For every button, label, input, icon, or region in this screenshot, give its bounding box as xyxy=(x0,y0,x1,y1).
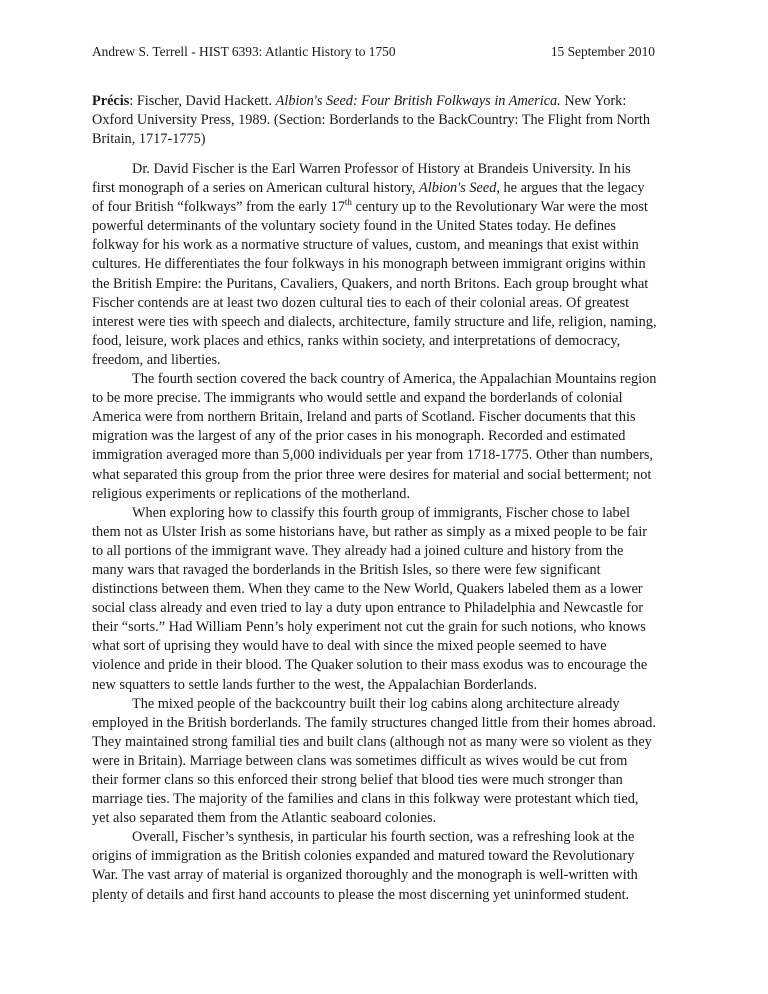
paragraph-fourth-section: The fourth section covered the back country of America, the Appalachian Mountains region to be more precise. The immigrants who would settle and expand the borderlands of colonial America were from northern Britain, Ireland and parts of Scotland. Fischer documents that this migration was the largest of any of the prior cases in his monograph. Recorded and estimated immigration averaged more than 5,000 individuals per year from 1718-1775. Other than numbers, what separated this group from the prior three were desires for material and social betterment; not religious experiments or replications of the motherland. xyxy=(92,371,657,502)
header-author-course: Andrew S. Terrell - HIST 6393: Atlantic History to 1750 xyxy=(92,44,396,59)
precis-publication-details: New York: Oxford University Press, 1989. (Section: Borderlands to the BackCountry: The Flight from North Britain, 1717-1775) xyxy=(92,93,651,148)
precis-book-title: Albion's Seed: Four British Folkways in America. xyxy=(275,93,561,109)
paragraph-1-text-c: century up to the Revolutionary War were the most powerful determinants of the voluntary society found in the United States today. He defines folkway for his work as a normative structure of values, custom, and meanings that exist within cultures. He differentiates the four folkways in his monograph between immigrant origins within the British Empire: the Puritans, Cavaliers, Quakers, and north Britons. Each group brought what Fischer contends are at least two dozen cultural ties to each of their colonial areas. Of greatest interest were ties with speech and dialects, architecture, family structure and life, religion, naming, food, leisure, work places and ethics, ranks within society, and interpretations of democracy, freedom, and liberties. xyxy=(92,199,657,368)
paragraph-1-text-a: Dr. David Fischer is the Earl Warren Professor of History at Brandeis University. In his first monograph of a series on American cultural history, xyxy=(92,161,631,197)
header-date: 15 September 2010 xyxy=(550,44,655,59)
precis-label: Précis xyxy=(92,93,130,109)
precis-author: : Fischer, David Hackett. xyxy=(129,93,276,109)
paragraph-1-text-b: he argues that the legacy of four British “folkways” from the early 17 xyxy=(92,180,645,216)
paragraph-classification: When exploring how to classify this fourth group of immigrants, Fischer chose to label them not as Ulster Irish as some historians have, but rather as simply as a mixed people to be fair to all portions of the immigrant wave. They already had a joined culture and history from the many wars that ravaged the borderlands in the British Isles, so there were few significant distinctions between them. When they came to the New World, Quakers labeled them as a lower social class already and even tried to lay a duty upon entrance to Philadelphia and Newcastle for their “sorts.” Had William Penn’s holy experiment not cut the grain for such notions, who knows what sort of uprising they would have to deal with since the mixed people seemed to have violence and pride in their blood. The Quaker solution to their mass exodus was to encourage the new squatters to settle lands further to the west, the Appalachian Borderlands. xyxy=(92,504,648,693)
document-body xyxy=(92,160,657,905)
paragraph-introduction xyxy=(92,160,657,370)
precis-citation xyxy=(92,92,657,149)
paragraph-conclusion: Overall, Fischer’s synthesis, in particular his fourth section, was a refreshing look at the origins of immigration as the British colonies expanded and matured toward the Revolutionary War. The vast array of material is organized thoroughly and the monograph is well-written with plenty of details and first hand accounts to please the most discerning yet uninformed student. xyxy=(92,829,638,903)
paragraph-1-superscript: th xyxy=(344,197,352,208)
paragraph-backcountry-life: The mixed people of the backcountry built their log cabins along architecture already employed in the British borderlands. The family structures changed little from their homes abroad. They maintained strong familial ties and built clans (although not as many were so violent as they were in Britain). Marriage between clans was sometimes difficult as wives would be cut from their former clans so this enforced their strong belief that blood ties were much stronger than marriage ties. The majority of the families and clans in this folkway were protestant which tied, yet also separated them from the Atlantic seaboard colonies. xyxy=(92,695,656,827)
paragraph-1-book-title: Albion's Seed, xyxy=(419,180,500,197)
page-header xyxy=(92,43,655,61)
